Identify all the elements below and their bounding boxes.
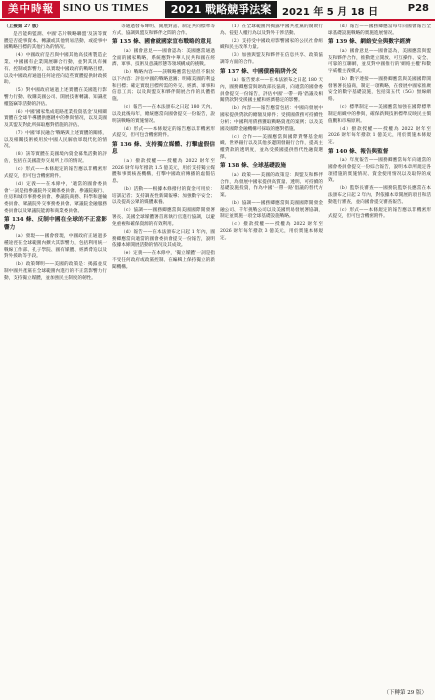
continued-from-note: （上接第 27 版）: [4, 24, 42, 29]
section-heading: 第 135 條、國會就國家宣布戰略的意見: [112, 39, 212, 46]
paragraph: （d）報告——在本法頒布之日起 1 年內，國務卿應當向適當的國會委員會提交一份報告，說明依據本條開展活動的情况及其成效。: [112, 229, 215, 249]
paragraph: （2）支持受中國政府影響國家的公民社會組織和民主改革力量。: [220, 38, 323, 51]
page-number: P28: [407, 3, 429, 14]
section-heading: 第 140 條、報告與監督: [328, 148, 389, 155]
paragraph: （7）中國'軍民融合'戰略與上述實體的關係，以及相關技術被用於中國人民解放軍現代化的情况。: [4, 131, 107, 150]
paragraph: （a）國會意見——國會認為，美國應當與盟友和夥伴合作，推動建立開放、可互操作、安全、可靠的互聯網，並反對中國推行的'網絡主權'和數字威權主義模式。: [328, 48, 431, 75]
header-rule: [0, 19, 435, 21]
paragraph: （c）形式——本條規定的報告應以非機密形式提交，但可包含機密附件。: [328, 207, 431, 220]
paragraph: （b）活動——根據本條撥付的資金可用於：培訓記者；支持調查性新聞報導；加強數字安全；以及提高公眾的媒體素養。: [112, 187, 215, 206]
paragraph: （3）加強與盟友和夥伴在信息共享、政策協調等方面的合作。: [220, 53, 323, 66]
paragraph: （4）中國政府是否與中國其他高技術製造企業、中國國有企業開展聯合行動，並對其具有擁有、控制或影響力，以實現中國政府的戰略目標，以及中國政府通過任何途徑向這些實體提供財政援助。: [4, 53, 107, 86]
column-3: [220, 24, 323, 686]
paragraph: （8）該等實體在美國境內資金募集活動的評估，包括在美國證券交易所上市的情况。: [4, 152, 107, 165]
paragraph: （b）內容——報告應當包括：中國向發展中國家提供貸款的總額及條件；受援國債務可持續性分析；中國利用債務獲取戰略資產的案例；以及美國及國際金融機構可採取的應對措施。: [220, 106, 323, 132]
paragraph: （5）對中國政府通過上述實體在美國進行影響力行動、收購美國公司、開展技術轉讓、知識產權盜竊等活動的評估。: [4, 88, 107, 107]
newspaper-logo: 美中時報: [2, 1, 60, 18]
paragraph: （b）數字連接——國務卿應當與美國國際開發署署長協商，制定一項戰略，在發展中國家推廣安全的數字基礎設施，包括第五代（5G）無線網絡。: [328, 77, 431, 103]
paragraph: （a）發現——國會發現，中國政府正通過多種途徑在全球範圍內擴大其影響力，包括利用統一戰線工作部、孔子學院、國有媒體、經濟脅迫以及對外援助等手段。: [4, 234, 107, 260]
continued-note: （下轉第 29 版）: [383, 690, 427, 696]
paragraph: （b）監察長審查——國務院監察長應當在本法頒布之日起 2 年內，對依據本章開展的項目和活動進行審查，並向國會提交審查報告。: [328, 186, 431, 205]
paragraph: 是否能夠監測、中國'芯片戰略聯盟'及該等實體是否從事資本、轉讓或其他貿易活動，或從事中國戰略目標的其他行為的情况。: [4, 32, 107, 51]
paragraph: （d）定義——在本條中，'適當的國會委員會'一詞是指參議院外交關係委員會、參議院銀行、住房和城市事務委員會、參議院商務、科學和運輸委員會、眾議院外交事務委員會、眾議院金融服務委員會以及眾議院能源和商業委員會。: [4, 181, 107, 214]
page-header: [0, 0, 435, 20]
column-4: [328, 24, 431, 686]
section-banner: 2021 戰略競爭法案: [165, 1, 277, 18]
paragraph: 等通過發布聲明、開展對話、制定共同標準等方式，協調與盟友和夥伴之間的合作。: [112, 24, 215, 36]
paragraph: （c）協調——國務卿應當與美國國際開發署署長、美國全球媒體署首席執行官進行協調，以避免重複和確保資源的有效利用。: [112, 208, 215, 227]
paragraph: （a）政策——美國的政策是：與盟友和夥伴合作，為發展中國家提供高質量、透明、可持續的基礎設施投資，作為中國'一帶一路'倡議的替代方案。: [220, 172, 323, 198]
paragraph: （c）形式——本條規定的報告應以非機密形式提交，但可包含機密附件。: [4, 167, 107, 179]
section-heading: 第 134 條、反制中國在全球的不正當影響力: [4, 217, 107, 231]
paragraph: （c）標準制定——美國應當加強在國際標準制定組織中的參與，確保新興技術標準反映民主價值觀和市場原則。: [328, 105, 431, 124]
paragraph: （d）形式——本條規定的報告應以非機密形式提交，但可包含機密附件。: [112, 126, 215, 139]
paragraph: （a）年度報告——國務卿應當每年向適當的國會委員會提交一份綜合報告，說明本章所規定各項措施的實施情况、資金使用情况以及取得的成效。: [328, 158, 431, 184]
section-heading: 第 139 條、網絡安全與數字經濟: [328, 39, 411, 46]
masthead-title: SINO US TIMES: [63, 2, 149, 14]
paragraph: （a）報告要求——在本法頒布之日起 180 天內，國務卿應當與財政部長協商，向適當的國會委員會提交一份報告，評估中國'一帶一路'倡議及相關貸款對受援國主權和經濟穩定的影響。: [220, 78, 323, 104]
paragraph: （c）撥款授權——授權為 2022 財年至 2026 財年每年撥款 3 億美元，用於實施本條規定。: [220, 222, 323, 241]
paragraph: （1）在全球範圍內揭露中國共產黨的腐敗行為、侵犯人權行為以及對外干涉活動。: [220, 24, 323, 36]
paragraph: （a）撥款授權——授權為 2022 財年至 2026 財年每年撥款 1.5 億美元，用於支持獨立媒體和事實核查機構，打擊中國政府傳播的虛假信息。: [112, 158, 215, 185]
column-2: [112, 24, 215, 686]
section-heading: 第 137 條、中國債務陷阱外交: [220, 68, 298, 75]
paragraph: （b）協調——國務卿應當與美國國際開發金融公司、千年挑戰公司以及美國貿易發展署協調，制定並實施一項全球基礎設施戰略。: [220, 200, 323, 220]
paragraph: （d）報告——國務卿應當每年向國會報告全球基礎設施戰略的實施進展情况。: [328, 24, 431, 36]
section-heading: 第 136 條、支持獨立媒體、打擊虛假信息: [112, 141, 215, 156]
column-1: [4, 24, 107, 686]
paragraph: （a）國會意見——國會認為：美國應當通過全面的國家戰略，系統應對中華人民共和國在經濟、軍事、技術及意識形態等領域構成的挑戰。: [112, 48, 215, 68]
article-body: [4, 24, 431, 686]
paragraph: （c）報告——在本法頒布之日起 180 天內，以及此後每年，總統應當向國會提交一份報告，說明該戰略的實施情况。: [112, 105, 215, 124]
section-heading: 第 138 條、全球基礎設施: [220, 163, 286, 170]
issue-date: 2021 年 5 月 18 日: [282, 7, 379, 18]
paragraph: （d）撥款授權——授權為 2022 財年至 2026 財年每年撥款 1 億美元，用於實施本條規定。: [328, 126, 431, 145]
paragraph: （c）合作——美國應當與國際貨幣基金組織、世界銀行以及其他多邊開發銀行合作，提高主權貸款的透明度，並為受援國提供替代性融資選擇。: [220, 134, 323, 160]
paragraph: （e）定義——在本條中，'獨立媒體'一詞是指不受任何政府或政黨控制、在編輯上保持獨立的新聞機構。: [112, 251, 215, 270]
paragraph: （b）政策聲明——美國的政策是：揭露並反制中國共產黨在全球範圍內進行的不正當影響力行動，支持獨立媒體，並加強民主制度的韌性。: [4, 262, 107, 281]
paragraph: （b）戰略內容——該戰略應當包括但不限於以下內容：評估中國的戰略意圖；明確美國的利益和目標；確定實現目標所需的外交、經濟、軍事和信息工具；以及與盟友和夥伴開展合作的具體措施。: [112, 70, 215, 103]
paragraph: （6）中國'國家集成電路產業投資基金'及相關實體在全球半導體供應鏈中的參與情况，以及美國及其盟友對此所採取應對措施的評估。: [4, 109, 107, 129]
